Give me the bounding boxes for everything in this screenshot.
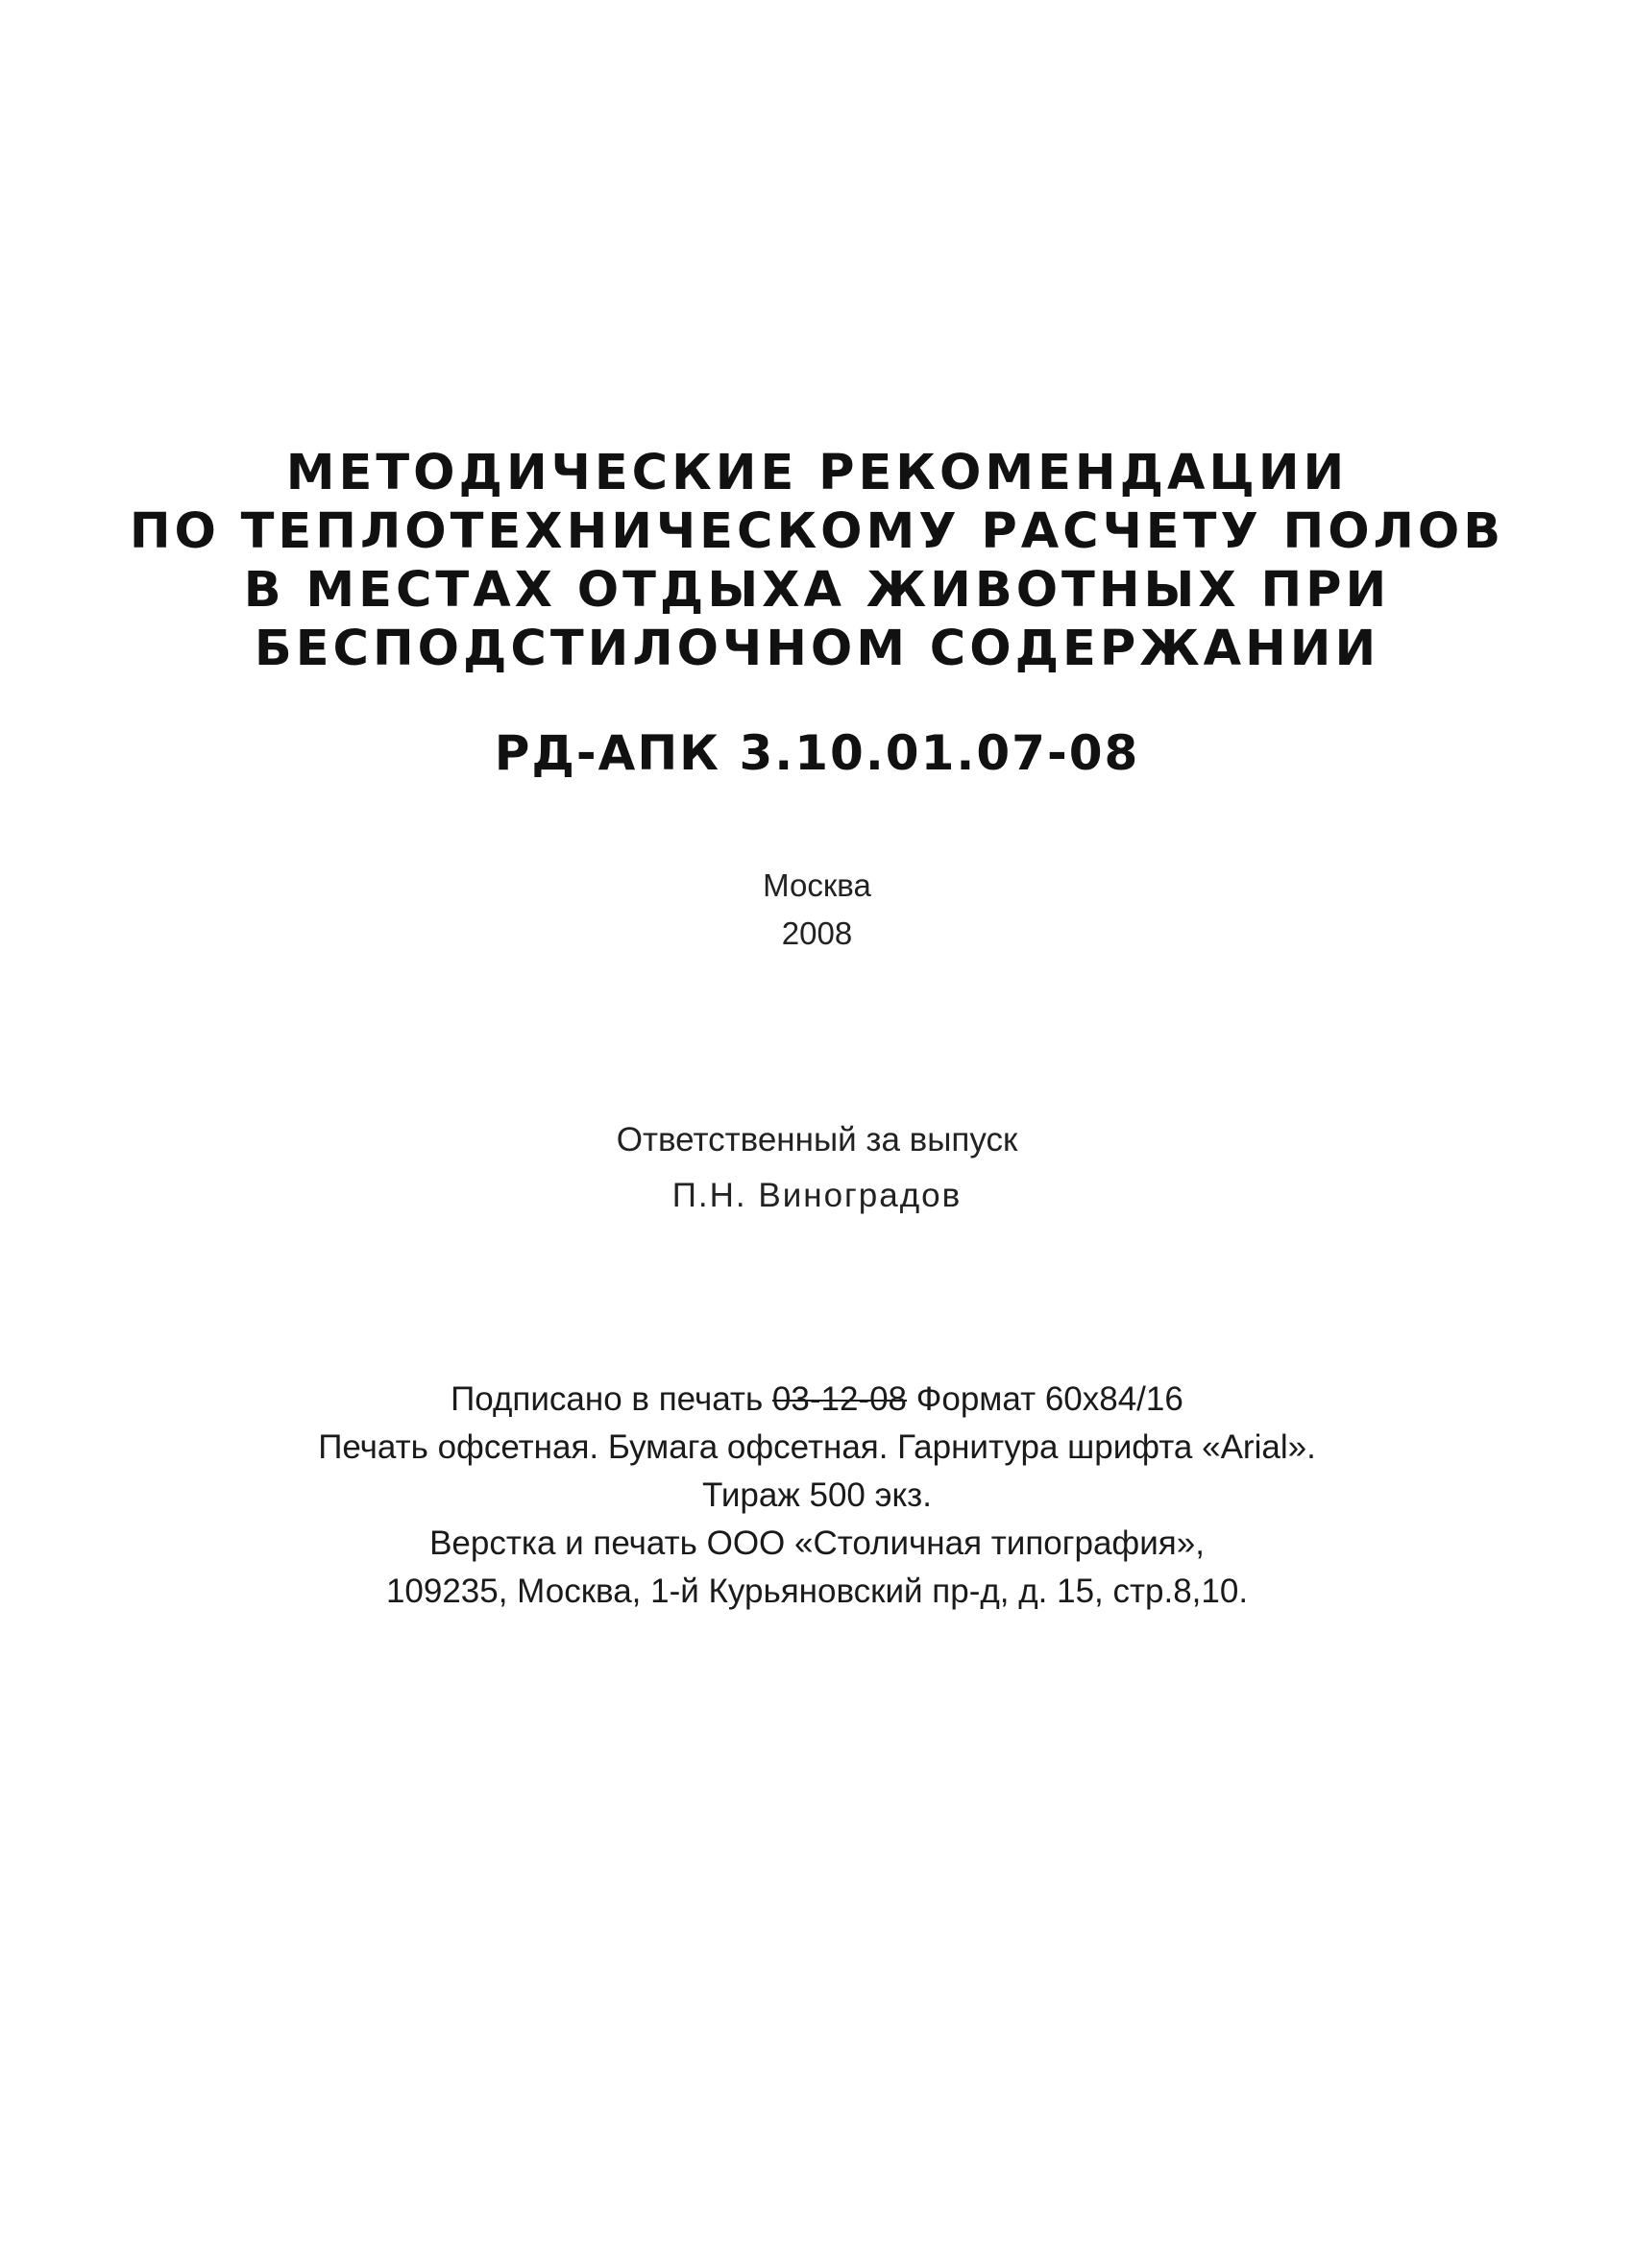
- imprint-print-details: Печать офсетная. Бумага офсетная. Гарнитура шрифта «Arial».: [318, 1428, 1316, 1466]
- imprint-signed-prefix: Подписано в печать: [451, 1380, 764, 1418]
- title-line-4: БЕСПОДСТИЛОЧНОМ СОДЕРЖАНИИ: [254, 621, 1380, 677]
- publication-year: 2008: [781, 915, 853, 951]
- imprint-printer: Верстка и печать ООО «Столичная типография»,: [429, 1524, 1205, 1562]
- title-line-1: МЕТОДИЧЕСКИЕ РЕКОМЕНДАЦИИ: [285, 445, 1349, 501]
- imprint-circulation: Тираж 500 экз.: [702, 1476, 932, 1514]
- imprint-signed-date: 03-12-08: [771, 1380, 908, 1418]
- document-title: [0, 444, 1634, 678]
- imprint-address: 109235, Москва, 1-й Курьяновский пр-д, д. 15, стр.8,10.: [385, 1573, 1249, 1610]
- document-code: РД-АПК 3.10.01.07-08: [494, 725, 1140, 781]
- imprint-signed-line: [0, 1376, 1634, 1424]
- title-line-2: ПО ТЕПЛОТЕХНИЧЕСКОМУ РАСЧЕТУ ПОЛОВ: [129, 503, 1505, 560]
- imprint-format: Формат 60х84/16: [915, 1380, 1183, 1418]
- responsible-name: П.Н. Виноградов: [671, 1177, 963, 1214]
- title-line-3: В МЕСТАХ ОТДЫХА ЖИВОТНЫХ ПРИ: [243, 562, 1391, 619]
- publication-city: Москва: [763, 867, 871, 903]
- responsible-label: Ответственный за выпуск: [616, 1121, 1018, 1158]
- imprint-block: [0, 1376, 1634, 1616]
